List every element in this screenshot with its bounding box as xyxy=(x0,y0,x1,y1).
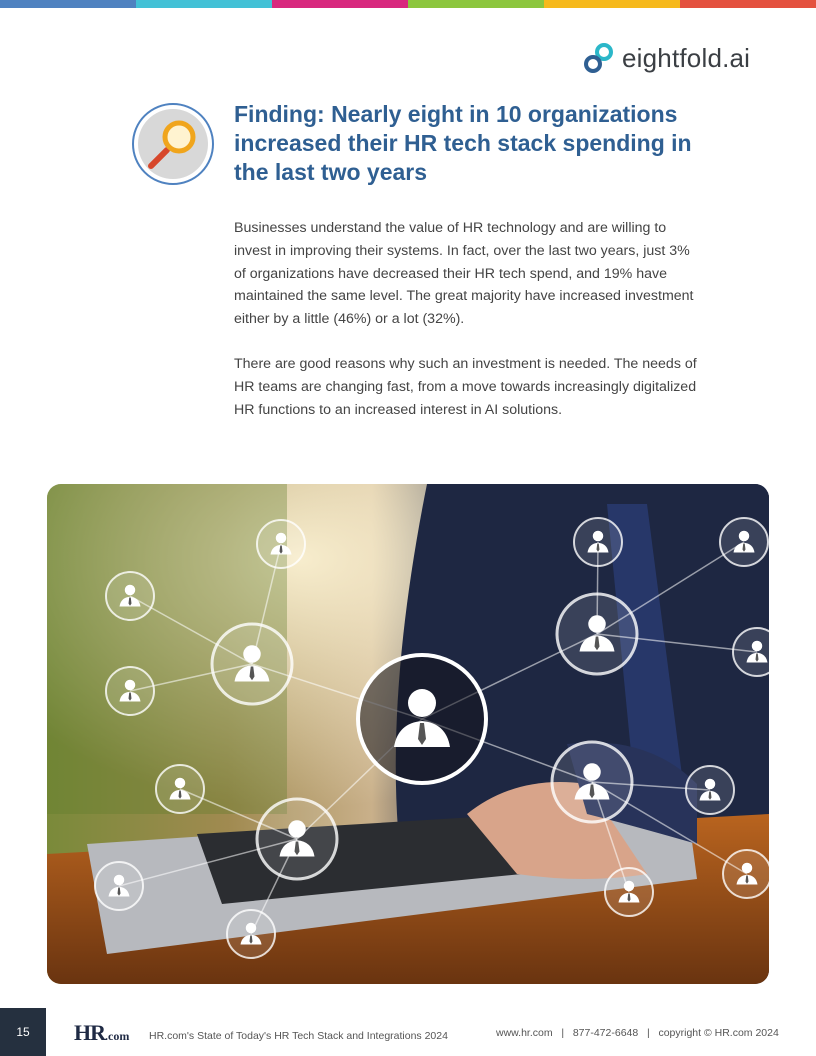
finding-body xyxy=(234,217,704,443)
hr-logo-suffix: .com xyxy=(105,1029,130,1043)
hr-com-logo[interactable] xyxy=(74,1020,130,1045)
paragraph: There are good reasons why such an investment is needed. The needs of HR teams are changing fast, from a move towards increasingly digitalized HR functions to an increased interest in AI solutions. xyxy=(234,355,697,418)
person-network-icon xyxy=(227,910,275,958)
page-number: 15 xyxy=(0,1008,46,1056)
person-network-icon xyxy=(212,624,292,704)
footer-report-title: HR.com's State of Today's HR Tech Stack and Integrations 2024 xyxy=(149,1030,448,1042)
color-bar-segment xyxy=(272,0,408,8)
logo-text: eightfold.ai xyxy=(622,42,751,73)
color-bar-segment xyxy=(544,0,680,8)
page-footer xyxy=(0,1008,816,1056)
hr-logo-main: HR xyxy=(74,1020,105,1045)
person-network-icon xyxy=(106,572,154,620)
person-network-icon xyxy=(605,868,653,916)
finding-heading: Finding: Nearly eight in 10 organizations increased their HR tech stack spending in the last two years xyxy=(234,101,692,185)
person-network-icon xyxy=(106,667,154,715)
person-network-icon xyxy=(156,765,204,813)
color-bar-segment xyxy=(408,0,544,8)
person-network-icon xyxy=(95,862,143,910)
person-network-icon xyxy=(557,594,637,674)
color-bar-segment xyxy=(0,0,136,8)
person-network-icon xyxy=(720,518,768,566)
person-network-icon xyxy=(257,799,337,879)
eightfold-logo-icon xyxy=(582,41,616,75)
person-network-icon xyxy=(358,655,486,783)
paragraph: Businesses understand the value of HR technology and are willing to invest in improving their systems. In fact, over the last two years, just 3% of organizations have decreased their HR tech spend, and 19% have maintained the same level. The great majority have increased investment either by a little (46%) or a lot (32%). xyxy=(234,220,694,328)
person-network-icon xyxy=(723,850,769,898)
top-color-bar xyxy=(0,0,816,8)
eightfold-logo[interactable] xyxy=(582,40,750,76)
person-network-icon xyxy=(552,742,632,822)
person-network-image xyxy=(47,484,769,984)
color-bar-segment xyxy=(680,0,816,8)
footer-contact: www.hr.com | 877-472-6648 | copyright © HR.com 2024 xyxy=(496,1027,779,1039)
person-network-icon xyxy=(686,766,734,814)
hero-photo xyxy=(47,484,769,984)
person-network-icon xyxy=(257,520,305,568)
magnifier-icon xyxy=(131,102,215,186)
color-bar-segment xyxy=(136,0,272,8)
person-network-icon xyxy=(574,518,622,566)
